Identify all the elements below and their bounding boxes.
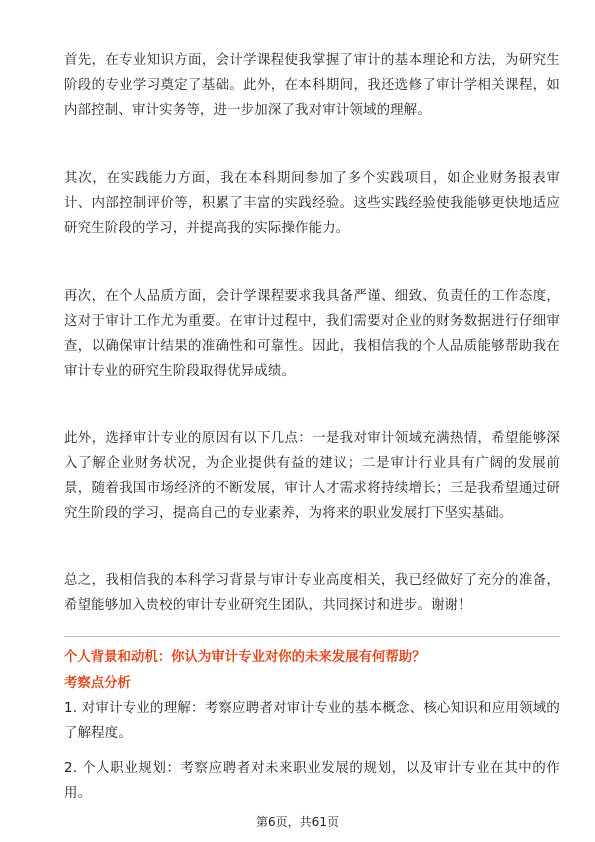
question-title: 个人背景和动机：你认为审计专业对你的未来发展有何帮助？	[64, 650, 426, 665]
paragraph-conclusion: 总之，我相信我的本科学习背景与审计专业高度相关，我已经做好了充分的准备，希望能够加入贵校的审计专业研究生团队，共同探讨和进步。谢谢！	[64, 573, 560, 613]
section-divider	[64, 636, 560, 637]
analysis-point-1: 1. 对审计专业的理解：考察应聘者对审计专业的基本概念、核心知识和应用领域的了解程度。	[64, 701, 560, 741]
page-number: 第6页，共61页	[256, 815, 339, 829]
paragraph-reasons-for-choice: 此外，选择审计专业的原因有以下几点：一是我对审计领域充满热情，希望能够深入了解企业财务状况，为企业提供有益的建议；二是审计行业具有广阔的发展前景，随着我国市场经济的不断发展，审计人才需求将持续增长；三是我希望通过研究生阶段的学习，提高自己的专业素养，为将来的职业发展打下坚实基础。	[64, 431, 560, 521]
paragraph-personal-qualities: 再次，在个人品质方面，会计学课程要求我具备严谨、细致、负责任的工作态度，这对于审计工作尤为重要。在审计过程中，我们需要对企业的财务数据进行仔细审查，以确保审计结果的准确性和可靠性。因此，我相信我的个人品质能够帮助我在审计专业的研究生阶段取得优异成绩。	[64, 289, 560, 379]
analysis-point-2: 2. 个人职业规划：考察应聘者对未来职业发展的规划，以及审计专业在其中的作用。	[64, 761, 560, 801]
paragraph-practical-ability: 其次，在实践能力方面，我在本科期间参加了多个实践项目，如企业财务报表审计、内部控制评价等，积累了丰富的实践经验。这些实践经验使我能够更快地适应研究生阶段的学习，并提高我的实际操作能力。	[64, 171, 560, 236]
paragraph-professional-knowledge: 首先，在专业知识方面，会计学课程使我掌握了审计的基本理论和方法，为研究生阶段的专业学习奠定了基础。此外，在本科期间，我还选修了审计学相关课程，如内部控制、审计实务等，进一步加深了我对审计领域的理解。	[64, 53, 560, 118]
analysis-heading: 考察点分析	[64, 676, 131, 691]
